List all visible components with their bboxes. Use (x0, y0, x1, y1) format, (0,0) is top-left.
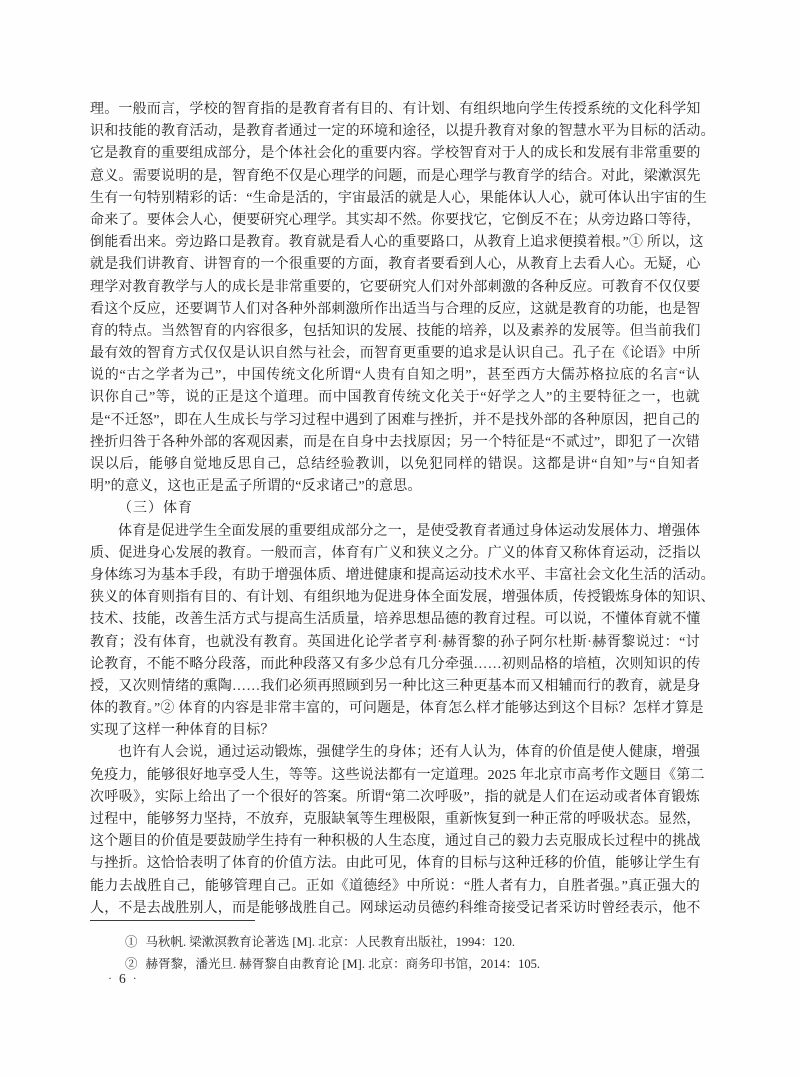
text-line: 身体练习为基本手段，有助于增强体质、增进健康和提高运动技术水平、丰富社会文化生活的活动。 (90, 567, 715, 583)
footnote-text: 赫胥黎，潘光旦. 赫胥黎自由教育论 [M]. 北京：商务印书馆，2014：105. (145, 957, 540, 971)
text-line: 误以后，能够自觉地反思自己，总结经验教训，以免犯同样的错误。这都是讲“自知”与“自知者 (90, 457, 700, 472)
text-line: 质、促进身心发展的教育。一般而言，体育有广义和狭义之分。广义的体育又称体育运动，泛指以 (90, 545, 701, 561)
text-line: 就是我们讲教育、讲智育的一个很重要的方面，教育者要看到人心，从教育上去看人心。无疑，心 (90, 257, 701, 273)
footnote-text: 马秋帆. 梁漱溟教育论著选 [M]. 北京：人民教育出版社，1994：120. (145, 935, 515, 949)
text-line: 狭义的体育则指有目的、有计划、有组织地为促进身体全面发展，增强体质，传授锻炼身体的知识、 (90, 590, 715, 606)
text-line: 理。一般而言，学校的智育指的是教育者有目的、有计划、有组织地向学生传授系统的文化科学知 (90, 102, 701, 117)
section-heading: （三）体育 (118, 501, 193, 517)
text-line: 理学对教育教学与人的成长是非常重要的，它要研究人们对外部刺激的各种反应。可教育不仅仅要 (90, 279, 701, 295)
text-line: 生有一句特别精彩的话：“生命是活的，宇宙最活的就是人心，果能体认人心，就可体认出宇宙的生 (90, 190, 708, 206)
text-line: 教育；没有体育，也就没有教育。英国进化论学者亨利·赫胥黎的孙子阿尔杜斯·赫胥黎说过：“讨 (90, 634, 700, 650)
text-line: 意义。需要说明的是，智育绝不仅是心理学的问题，而是心理学与教育学的结合。对此，梁漱溟先 (90, 168, 701, 184)
text-line: 论教育，不能不略分段落，而此种段落又有多少总有几分牵强……初则品格的培植，次则知识的传 (90, 656, 701, 672)
text-line: 它是教育的重要组成部分，是个体社会化的重要内容。学校智育对于人的成长和发展有非常重要的 (90, 146, 701, 162)
text-line: 看这个反应，还要调节人们对各种外部刺激所作出适当与合理的反应，这就是教育的功能，也是智 (90, 301, 701, 317)
footnote-marker: ① (125, 935, 138, 949)
footnotes-block (90, 931, 700, 975)
text-line: 免疫力，能够很好地享受人生，等等。这些说法都有一定道理。2025 年北京市高考作文题目《第二 (90, 767, 705, 783)
text-line: 倒能看出来。旁边路口是教育。教育就是看人心的重要路口，从教育上追求便摸着根。”① 所以，这 (90, 235, 704, 251)
text-line: 也许有人会说，通过运动锻炼，强健学生的身体；还有人认为，体育的价值是使人健康，增强 (118, 745, 701, 761)
text-line: 识你自己”等，说的正是这个道理。而中国教育传统文化关于“好学之人”的主要特征之一，也就 (90, 390, 700, 406)
text-line: 这个题目的价值是要鼓励学生持有一种积极的人生态度，通过自己的毅力去克服成长过程中的挑战 (90, 834, 701, 850)
page-number-value: 6 (119, 971, 126, 986)
page-number-dot-right: · (132, 971, 137, 985)
text-line: 人，不是去战胜别人，而是能够战胜自己。网球运动员德约科维奇接受记者采访时曾经表示，他不 (90, 900, 701, 916)
text-line: 过程中，能够努力坚持，不放弃，克服缺氧等生理极限，重新恢复到一种正常的呼吸状态。显然， (90, 812, 701, 827)
text-line: 与挫折。这恰恰表明了体育的价值方法。由此可见，体育的目标与这种迁移的价值，能够让学生有 (90, 856, 701, 872)
page-number (101, 971, 144, 987)
text-line: 挫折归咎于各种外部的客观因素，而是在自身中去找原因；另一个特征是“不贰过”，即犯了一次错 (90, 434, 700, 450)
page-number-dot-left: · (108, 971, 112, 985)
text-line: 说的“古之学者为己”，中国传统文化所谓“人贵有自知之明”，甚至西方大儒苏格拉底的名言“认 (90, 368, 700, 384)
footnote-marker: ② (125, 957, 138, 971)
text-line: 能力去战胜自己，能够管理自己。正如《道德经》中所说：“胜人者有力，自胜者强。”真正强大的 (90, 878, 700, 894)
text-line: 体的教育。”② 体育的内容是非常丰富的，可问题是，体育怎么样才能够达到这个目标？怎样才算是 (90, 701, 704, 717)
text-line: 授，又次则情绪的熏陶……我们必须再照顾到另一种比这三种更基本而又相辅而行的教育，就是身 (90, 678, 701, 694)
text-line: 是“不迁怒”，即在人生成长与学习过程中遇到了困难与挫折，并不是找外部的各种原因，把自己的 (90, 412, 700, 428)
text-line: 体育是促进学生全面发展的重要组成部分之一，是使受教育者通过身体运动发展体力、增强体 (118, 523, 701, 539)
text-line: 最有效的智育方式仅仅是认识自然与社会，而智育更重要的追求是认识自己。孔子在《论语》中所 (90, 346, 701, 362)
text-line: 育的特点。当然智育的内容很多，包括知识的发展、技能的培养，以及素养的发展等。但当前我们 (90, 323, 701, 339)
text-line: 实现了这样一种体育的目标？ (90, 723, 275, 739)
footnote-item (90, 953, 700, 975)
text-line: 明”的意义，这也正是孟子所谓的“反求诸己”的意思。 (90, 479, 422, 495)
text-line: 技术、技能，改善生活方式与提高生活质量，培养思想品德的教育过程。可以说，不懂体育就不懂 (90, 612, 701, 628)
footnote-separator (90, 920, 255, 921)
text-line: 识和技能的教育活动，是教育者通过一定的环境和途径，以提升教育对象的智慧水平为目标的活动。 (90, 124, 715, 140)
text-line: 次呼吸》，实际上给出了一个很好的答案。所谓“第二次呼吸”，指的就是人们在运动或者体育锻炼 (90, 789, 700, 805)
body-text-block (90, 99, 715, 920)
footnote-item (90, 931, 700, 953)
text-line: 命来了。要体会人心，便要研究心理学。其实却不然。你要找它，它倒反不在；从旁边路口等待， (90, 212, 701, 228)
